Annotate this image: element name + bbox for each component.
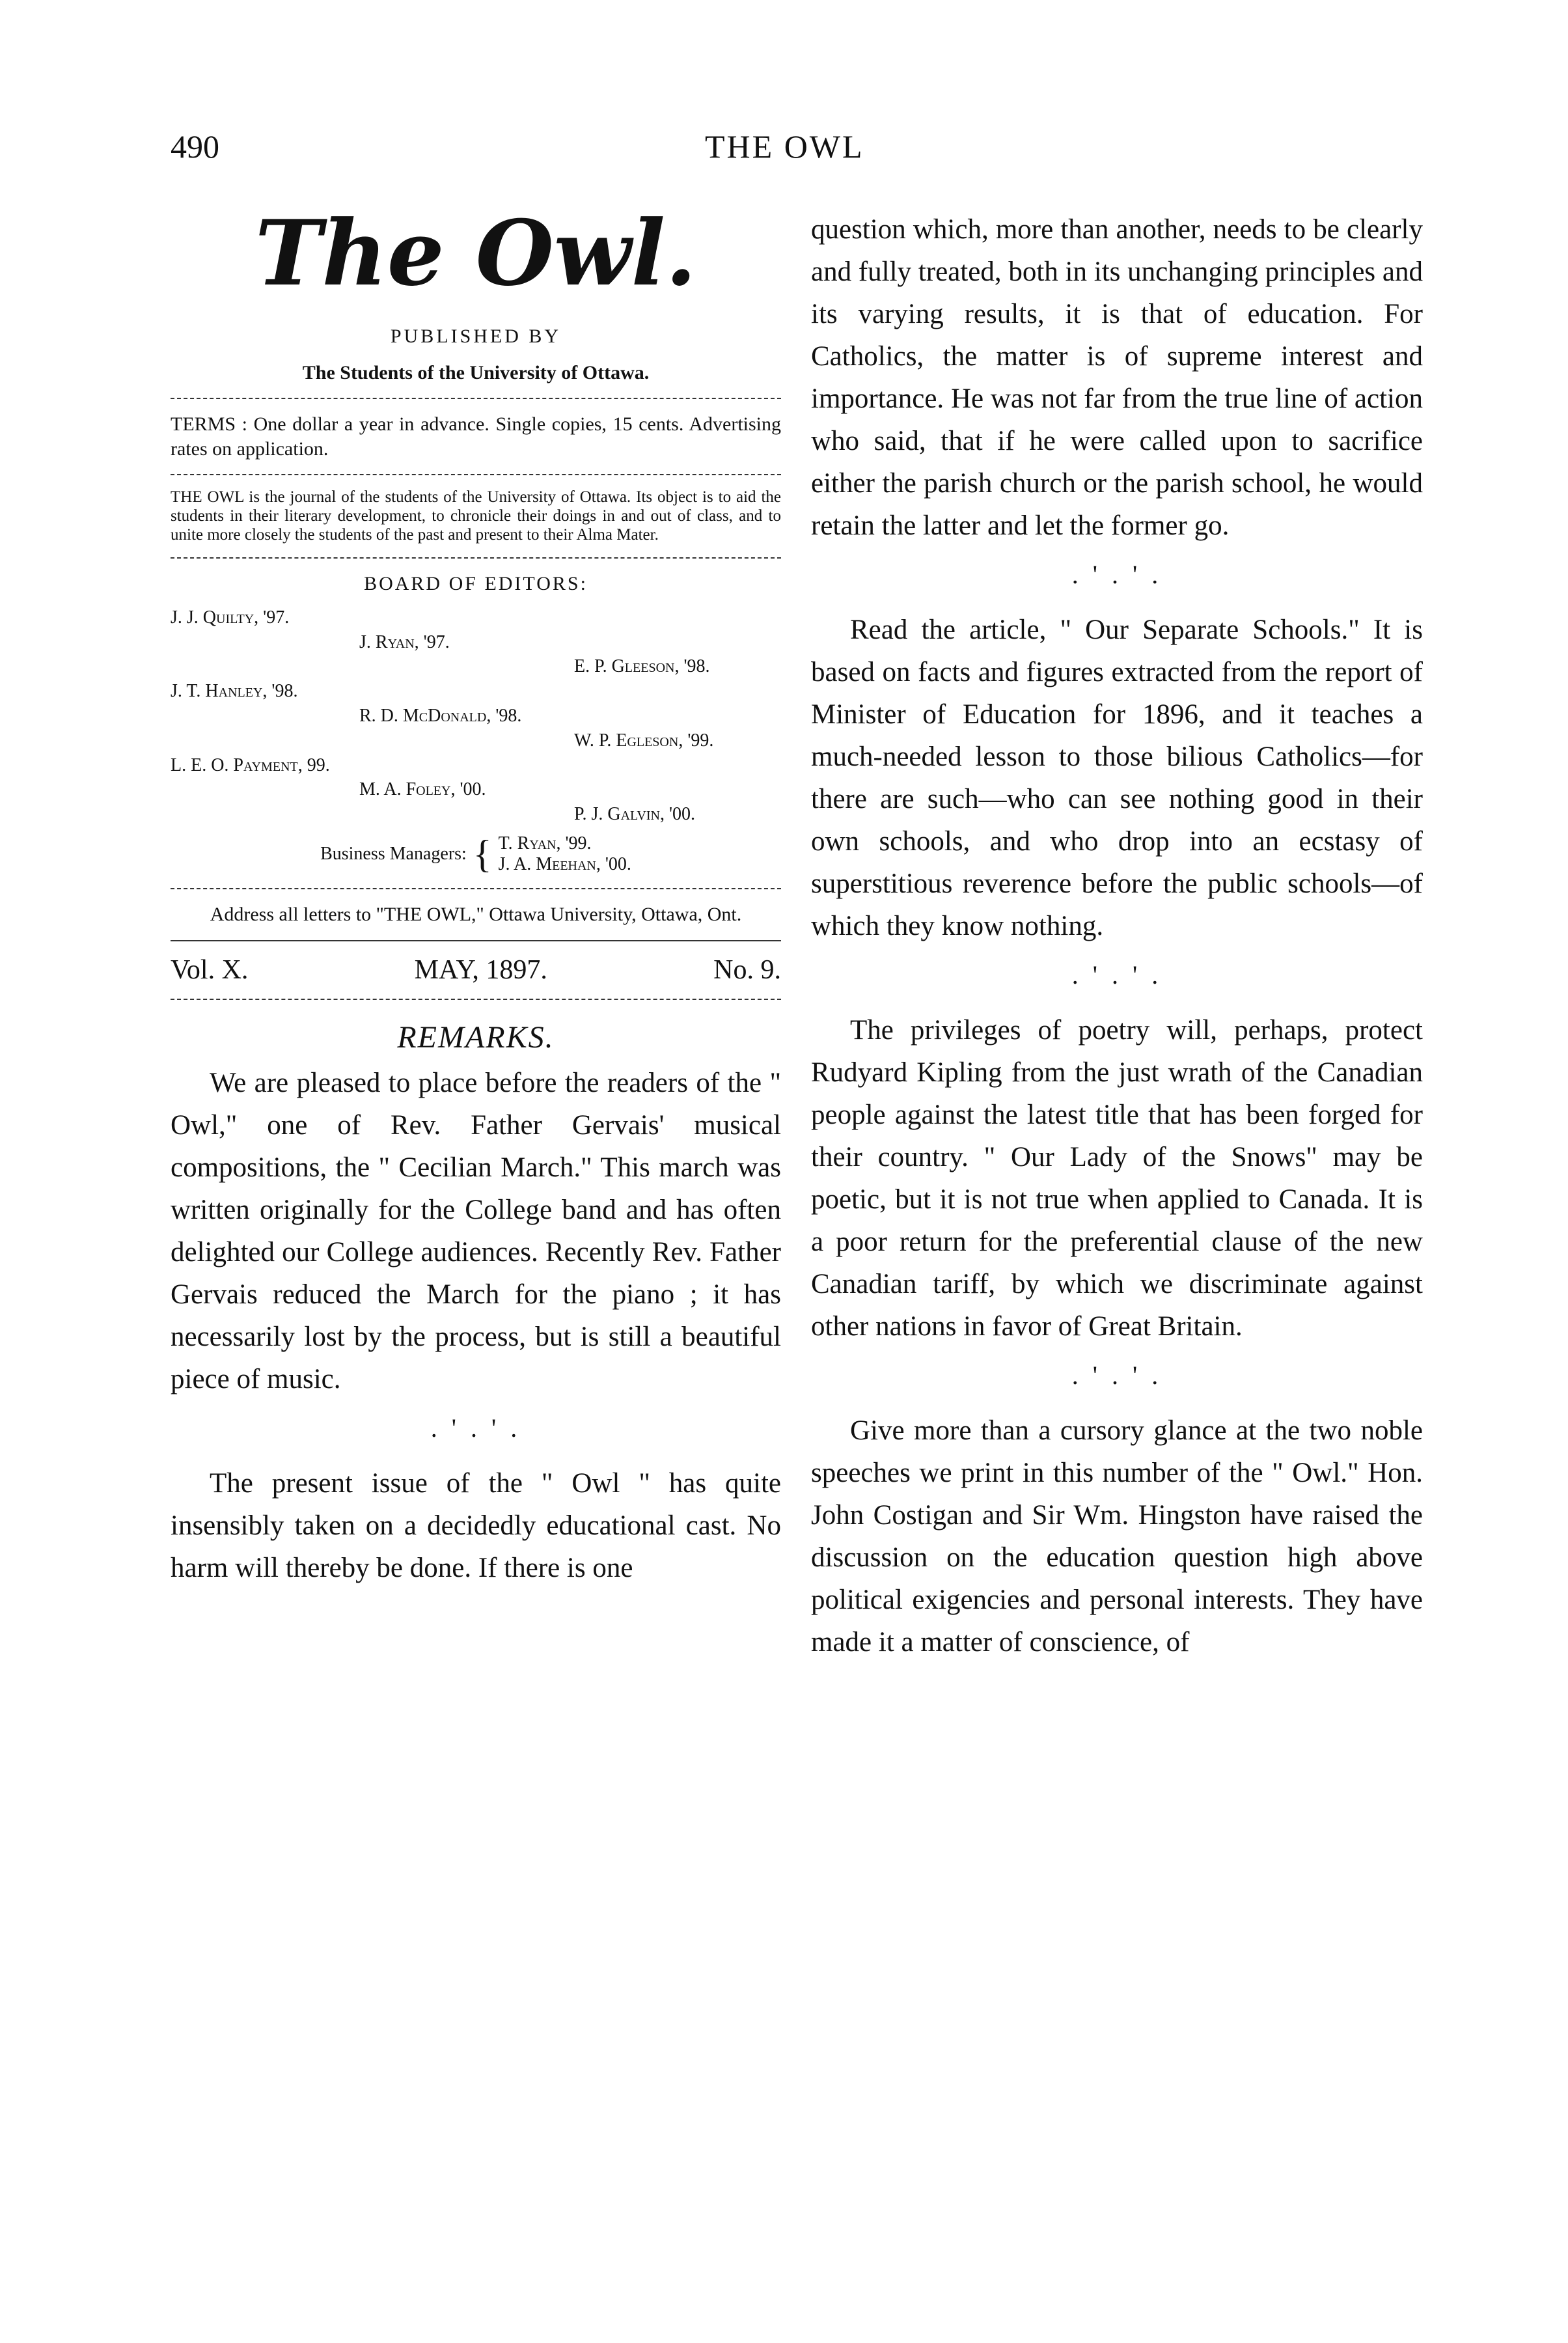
business-managers [171,833,781,875]
managers-list [499,833,631,875]
publisher: The Students of the University of Ottawa. [302,361,650,383]
separator: . ' . ' . [430,1413,521,1443]
terms: TERMS : One dollar a year in advance. Single copies, 15 cents. Advertising rates on application. [171,413,781,460]
brace-glyph: { [473,833,492,876]
paragraph: Give more than a cursory glance at the two noble speeches we print in this number of the " Owl." Hon. John Costigan and Sir Wm. Hingston have raised the discussion on the education question high above political exigencies and personal interests. They have made it a matter of conscience, of [811,1415,1423,1657]
editor: W. P. Egleson, '99. [574,730,714,751]
paragraph: Read the article, " Our Separate Schools." It is based on facts and figures extracted from the report of Minister of Education for 1896, and it teaches a much-needed lesson to those bilious Catholics—for there are such—who can see nothing good in their own schools, and who drop into an ecstasy of superstitious reverence before the public schools—of which they know nothing. [811,615,1423,941]
managers-label: Business Managers: [320,844,467,865]
left-column [171,200,781,1589]
right-column [811,208,1423,1663]
masthead-title: The Owl. [254,200,697,306]
editor: M. A. Foley, '00. [359,779,486,800]
manager: T. Ryan, '99. [498,833,592,853]
divider [171,999,781,1000]
editor: J. J. Quilty, '97. [171,607,290,628]
running-head: THE OWL [705,128,864,165]
issue-date: MAY, 1897. [414,954,547,985]
separator: . ' . ' . [1071,560,1162,589]
editor: P. J. Galvin, '00. [574,804,696,825]
paragraph: The present issue of the " Owl " has quite insensibly taken on a decidedly educational cast. No harm will thereby be done. If there is one [171,1467,781,1583]
board-heading: BOARD OF EDITORS: [364,573,588,595]
mission-statement: THE OWL is the journal of the students of the University of Ottawa. Its object is to aid the students in their literary development, to chronicle their doings in and out of class, and to unite more closely the students of the past and present to their Alma Mater. [171,488,781,544]
published-by: PUBLISHED BY [390,326,562,347]
editor: J. T. Hanley, '98. [171,681,298,702]
separator: . ' . ' . [1071,960,1162,990]
divider [171,474,781,475]
paragraph: The privileges of poetry will, perhaps, protect Rudyard Kipling from the just wrath of the Canadian people against the latest title that has been forged for their country. " Our Lady of the Snows" may be poetic, but it is not true when applied to Canada. It is a poor return for the preferential clause of the new Canadian tariff, by which we discriminate against other nations in favor of Great Britain. [811,1015,1423,1342]
page-number: 490 [171,128,219,165]
paragraph: We are pleased to place before the readers of the " Owl," one of Rev. Father Gervais' musical compositions, the " Cecilian March." This march was written originally for the College band and has often delighted our College audiences. Recently Rev. Father Gervais reduced the March for the piano ; it has necessarily lost by the process, but is still a beautiful piece of music. [171,1067,781,1394]
divider [171,398,781,399]
manager: J. A. Meehan, '00. [498,854,631,875]
address: Address all letters to "THE OWL," Ottawa University, Ottawa, Ont. [210,904,742,926]
editor: L. E. O. Payment, 99. [171,755,330,775]
paragraph: question which, more than another, needs to be clearly and fully treated, both in its unchanging principles and its varying results, it is that of education. For Catholics, the matter is of supreme interest and importance. He was not far from the true line of action who said, that if he were called upon to sacrifice either the parish church or the parish school, he would retain the latter and let the former go. [811,214,1423,541]
issue-line [171,954,781,986]
divider [171,888,781,889]
editor: E. P. Gleeson, '98. [574,656,710,677]
section-heading: REMARKS. [397,1019,555,1055]
divider [171,940,781,941]
volume: Vol. X. [171,954,249,985]
issue-number: No. 9. [713,954,781,985]
editor: J. Ryan, '97. [359,631,450,652]
divider [171,557,781,559]
separator: . ' . ' . [1071,1361,1162,1390]
editor: R. D. McDonald, '98. [359,705,522,726]
